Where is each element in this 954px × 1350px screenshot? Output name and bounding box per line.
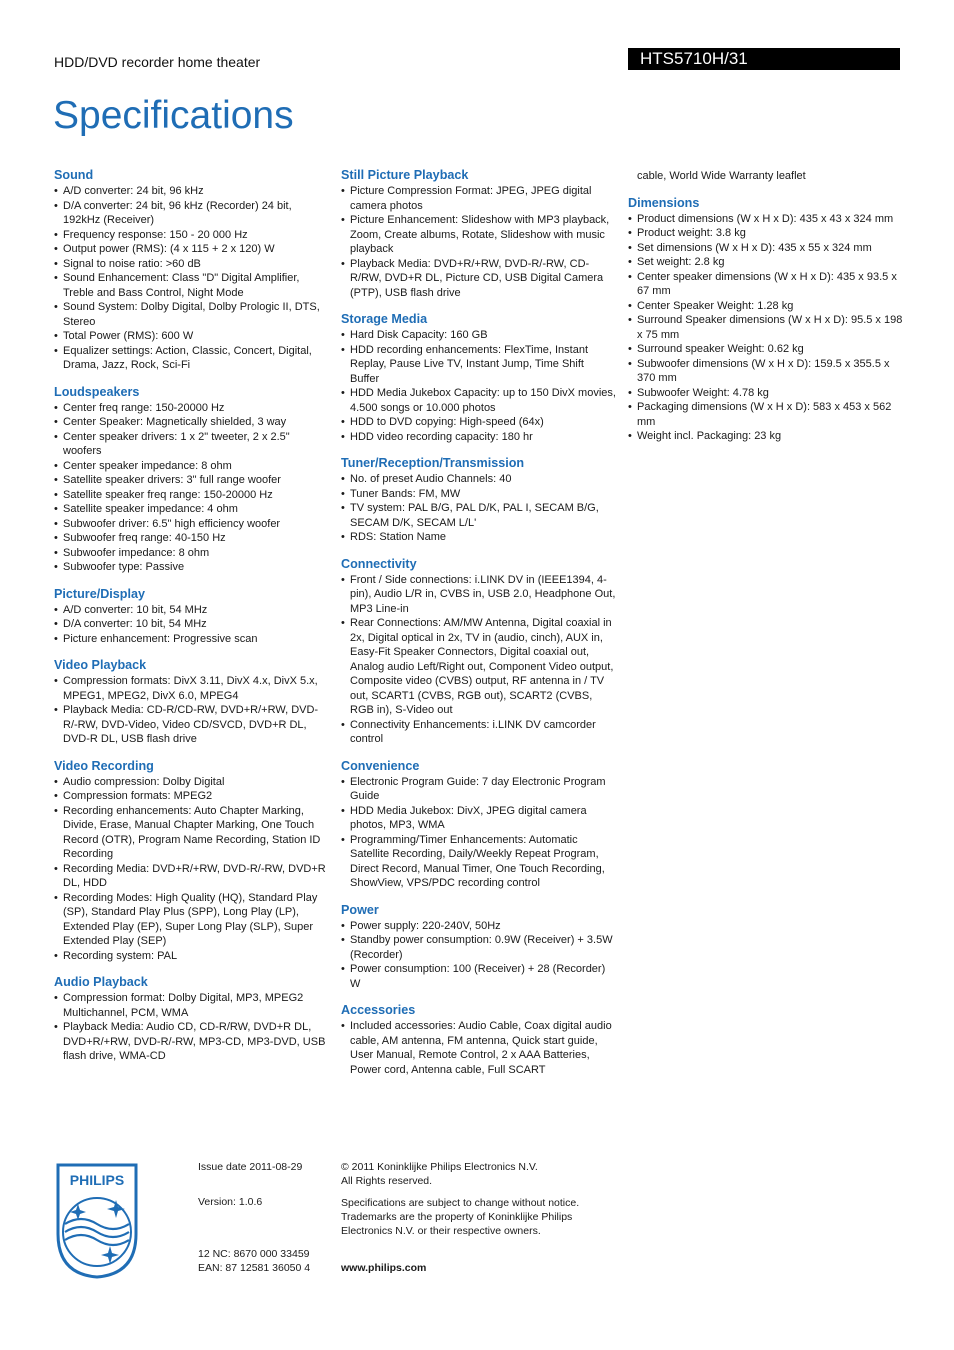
spec-section-still-picture-playback — [341, 168, 616, 300]
notice-line-3: Electronics N.V. or their respective owners. — [341, 1225, 541, 1237]
section-title: Loudspeakers — [54, 384, 140, 399]
spec-item: • Surround Speaker dimensions (W x H x D): 95.5 x 198 x 75 mm — [628, 313, 903, 342]
spec-item: • Center Speaker: Magnetically shielded, 3 way — [54, 415, 328, 430]
section-title: Power — [341, 902, 379, 917]
spec-item: • Audio compression: Dolby Digital — [54, 775, 328, 790]
spec-list — [341, 919, 616, 992]
spec-list — [341, 184, 616, 300]
spec-item: • Center speaker impedance: 8 ohm — [54, 459, 328, 474]
spec-item: • Subwoofer impedance: 8 ohm — [54, 546, 328, 561]
spec-item: • Center freq range: 150-20000 Hz — [54, 401, 328, 416]
spec-item: • Front / Side connections: i.LINK DV in (IEEE1394, 4-pin), Audio L/R in, CVBS in, USB 2.0, Headphone Out, MP3 Line-in — [341, 573, 616, 617]
ean-number: EAN: 87 12581 36050 4 — [198, 1262, 311, 1274]
rights-reserved: All Rights reserved. — [341, 1175, 433, 1187]
spec-item: • Weight incl. Packaging: 23 kg — [628, 429, 903, 444]
spec-item: • Playback Media: Audio CD, CD-R/RW, DVD+R DL, DVD+R/+RW, DVD-R/-RW, MP3-CD, MP3-DVD, USB flash drive, WMA-CD — [54, 1020, 328, 1064]
spec-item: • Picture Enhancement: Slideshow with MP3 playback, Zoom, Create albums, Rotate, Slideshow with music playback — [341, 213, 616, 257]
section-title: Video Playback — [54, 658, 147, 672]
spec-item: • Sound System: Dolby Digital, Dolby Prologic II, DTS, Stereo — [54, 300, 328, 329]
spec-section-connectivity — [341, 557, 616, 747]
spec-item: • Electronic Program Guide: 7 day Electronic Program Guide — [341, 775, 616, 804]
spec-item: • Compression formats: MPEG2 — [54, 789, 328, 804]
spec-section-storage-media — [341, 312, 616, 444]
spec-column-1 — [54, 168, 328, 1076]
section-title: Video Recording — [54, 758, 154, 773]
spec-section-dimensions — [628, 196, 903, 444]
spec-section-picture-display — [54, 587, 328, 647]
spec-section-tuner-reception-transmission — [341, 456, 616, 545]
spec-item: • Subwoofer driver: 6.5" high efficiency woofer — [54, 517, 328, 532]
spec-item: • Programming/Timer Enhancements: Automatic Satellite Recording, Daily/Weekly Repeat Program, Direct Record, Manual Timer, One Touch Recording, ShowView, VPS/PDC recording control — [341, 833, 616, 891]
spec-item: • Recording system: PAL — [54, 949, 328, 964]
spec-section-loudspeakers — [54, 385, 328, 575]
spec-item: • Satellite speaker impedance: 4 ohm — [54, 502, 328, 517]
section-title: Still Picture Playback — [341, 168, 469, 182]
spec-list — [341, 573, 616, 747]
spec-item: • Recording Media: DVD+R/+RW, DVD-R/-RW, DVD+R DL, HDD — [54, 862, 328, 891]
spec-section-audio-playback — [54, 975, 328, 1064]
spec-column-2 — [341, 168, 616, 1089]
spec-section-video-recording — [54, 759, 328, 964]
spec-item: • Power consumption: 100 (Receiver) + 28 (Recorder) W — [341, 962, 616, 991]
spec-item: • Recording enhancements: Auto Chapter Marking, Divide, Erase, Manual Chapter Marking, One Touch Record (OTR), Program Name Recording, Station ID Recording — [54, 804, 328, 862]
spec-item: • A/D converter: 10 bit, 54 MHz — [54, 603, 328, 618]
spec-item: • HDD recording enhancements: FlexTime, Instant Replay, Pause Live TV, Instant Jump, Time Shift Buffer — [341, 343, 616, 387]
spec-item: • Product weight: 3.8 kg — [628, 226, 903, 241]
spec-section-video-playback — [54, 658, 328, 747]
website-link[interactable]: www.philips.com — [341, 1262, 427, 1274]
spec-item: • Picture Compression Format: JPEG, JPEG digital camera photos — [341, 184, 616, 213]
spec-item: • HDD to DVD copying: High-speed (64x) — [341, 415, 616, 430]
spec-list — [54, 184, 328, 373]
spec-item: • Tuner Bands: FM, MW — [341, 487, 616, 502]
spec-list — [341, 472, 616, 545]
section-title: Sound — [54, 168, 94, 182]
spec-section-sound — [54, 168, 328, 373]
spec-item: • HDD Media Jukebox: DivX, JPEG digital camera photos, MP3, WMA — [341, 804, 616, 833]
section-title: Audio Playback — [54, 975, 148, 989]
section-title: Convenience — [341, 758, 420, 773]
spec-item: • Packaging dimensions (W x H x D): 583 x 453 x 562 mm — [628, 400, 903, 429]
spec-list — [341, 1019, 616, 1077]
section-title: Accessories — [341, 1003, 416, 1017]
copyright: © 2011 Koninklijke Philips Electronics N.V. — [341, 1161, 538, 1173]
version: Version: 1.0.6 — [198, 1196, 263, 1208]
notice-line-1: Specifications are subject to change without notice. — [341, 1197, 580, 1209]
spec-item: • Frequency response: 150 - 20 000 Hz — [54, 228, 328, 243]
spec-item: • Satellite speaker drivers: 3" full range woofer — [54, 473, 328, 488]
accessories-continuation: cable, World Wide Warranty leaflet — [637, 170, 806, 182]
spec-list — [341, 775, 616, 891]
section-title: Connectivity — [341, 556, 417, 571]
spec-section-power — [341, 903, 616, 992]
spec-list — [54, 775, 328, 964]
spec-section-accessories — [341, 1003, 616, 1077]
spec-item: • No. of preset Audio Channels: 40 — [341, 472, 616, 487]
spec-item: • Subwoofer freq range: 40-150 Hz — [54, 531, 328, 546]
spec-item: • Included accessories: Audio Cable, Coax digital audio cable, AM antenna, FM antenna, Quick start guide, User Manual, Remote Control, 2 x AAA Batteries, Power cord, Antenna cable, Full SCART — [341, 1019, 616, 1077]
spec-item: • Subwoofer Weight: 4.78 kg — [628, 386, 903, 401]
spec-item: • Total Power (RMS): 600 W — [54, 329, 328, 344]
spec-item: • Connectivity Enhancements: i.LINK DV camcorder control — [341, 718, 616, 747]
section-title: Storage Media — [341, 312, 428, 326]
spec-item: • Playback Media: CD-R/CD-RW, DVD+R/+RW, DVD-R/-RW, DVD-Video, Video CD/SVCD, DVD+R DL, DVD-R DL, USB flash drive — [54, 703, 328, 747]
spec-list — [54, 674, 328, 747]
spec-item: • Standby power consumption: 0.9W (Receiver) + 3.5W (Recorder) — [341, 933, 616, 962]
spec-item: • Hard Disk Capacity: 160 GB — [341, 328, 616, 343]
model-number-bar: HTS5710H/31 — [628, 48, 900, 70]
nc-number: 12 NC: 8670 000 33459 — [198, 1248, 310, 1260]
spec-item: • Compression format: Dolby Digital, MP3, MPEG2 Multichannel, PCM, WMA — [54, 991, 328, 1020]
spec-item: • Equalizer settings: Action, Classic, Concert, Digital, Drama, Jazz, Rock, Sci-Fi — [54, 344, 328, 373]
spec-item: • Center speaker drivers: 1 x 2" tweeter, 2 x 2.5" woofers — [54, 430, 328, 459]
spec-item: • Subwoofer dimensions (W x H x D): 159.5 x 355.5 x 370 mm — [628, 357, 903, 386]
spec-item: • Center speaker dimensions (W x H x D): 435 x 93.5 x 67 mm — [628, 270, 903, 299]
section-title: Tuner/Reception/Transmission — [341, 456, 525, 470]
spec-item: • Signal to noise ratio: >60 dB — [54, 257, 328, 272]
spec-list — [628, 212, 903, 444]
document-subtitle: HDD/DVD recorder home theater — [54, 54, 261, 70]
logo-wordmark: PHILIPS — [69, 1172, 125, 1188]
issue-date: Issue date 2011-08-29 — [198, 1161, 303, 1173]
section-title: Picture/Display — [54, 586, 145, 601]
spec-item: • Satellite speaker freq range: 150-20000 Hz — [54, 488, 328, 503]
notice-line-2: Trademarks are the property of Koninklijke Philips — [341, 1211, 573, 1223]
spec-item: • HDD Media Jukebox Capacity: up to 150 DivX movies, 4.500 songs or 10.000 photos — [341, 386, 616, 415]
spec-item: • A/D converter: 24 bit, 96 kHz — [54, 184, 328, 199]
spec-item: • Product dimensions (W x H x D): 435 x 43 x 324 mm — [628, 212, 903, 227]
spec-list — [54, 991, 328, 1064]
spec-item: • RDS: Station Name — [341, 530, 616, 545]
spec-item: • Compression formats: DivX 3.11, DivX 4.x, DivX 5.x, MPEG1, MPEG2, DivX 6.0, MPEG4 — [54, 674, 328, 703]
spec-item: • D/A converter: 10 bit, 54 MHz — [54, 617, 328, 632]
spec-section-convenience — [341, 759, 616, 891]
spec-item: • Center Speaker Weight: 1.28 kg — [628, 299, 903, 314]
philips-shield-logo — [54, 1162, 140, 1279]
spec-item: • Rear Connections: AM/MW Antenna, Digital coaxial in 2x, Digital optical in 2x, TV in (audio, cinch), AUX in, Easy-Fit Speaker Connectors, Digital coaxial out, Analog audio Left/Right out, Component Video output, Composite video (CVBS) output, RF antenna in / TV out, SCART1 (CVBS, RGB out), SCART2 (CVBS, RGB in), S-Video out — [341, 616, 616, 718]
spec-item: • Picture enhancement: Progressive scan — [54, 632, 328, 647]
spec-item: • TV system: PAL B/G, PAL D/K, PAL I, SECAM B/G, SECAM D/K, SECAM L/L' — [341, 501, 616, 530]
spec-item: • Set weight: 2.8 kg — [628, 255, 903, 270]
section-title: Dimensions — [628, 195, 700, 210]
spec-item: • Power supply: 220-240V, 50Hz — [341, 919, 616, 934]
spec-column-3 — [628, 168, 903, 456]
spec-item: • Output power (RMS): (4 x 115 + 2 x 120) W — [54, 242, 328, 257]
spec-list — [54, 401, 328, 575]
spec-item: • Recording Modes: High Quality (HQ), Standard Play (SP), Standard Play Plus (SPP), Long Play (LP), Extended Play (EP), Super Long Play (SLP), Super Extended Play (SEP) — [54, 891, 328, 949]
spec-item: • Surround speaker Weight: 0.62 kg — [628, 342, 903, 357]
spec-item: • D/A converter: 24 bit, 96 kHz (Recorder) 24 bit, 192kHz (Receiver) — [54, 199, 328, 228]
spec-list — [341, 328, 616, 444]
spec-item: • HDD video recording capacity: 180 hr — [341, 430, 616, 445]
spec-item: • Set dimensions (W x H x D): 435 x 55 x 324 mm — [628, 241, 903, 256]
spec-item: • Subwoofer type: Passive — [54, 560, 328, 575]
page-title: Specifications — [53, 94, 294, 137]
spec-item: • Sound Enhancement: Class "D" Digital Amplifier, Treble and Bass Control, Night Mode — [54, 271, 328, 300]
spec-item: • Playback Media: DVD+R/+RW, DVD-R/-RW, CD-R/RW, DVD+R DL, Picture CD, USB Digital Camera (PTP), USB flash drive — [341, 257, 616, 301]
spec-list — [54, 603, 328, 647]
